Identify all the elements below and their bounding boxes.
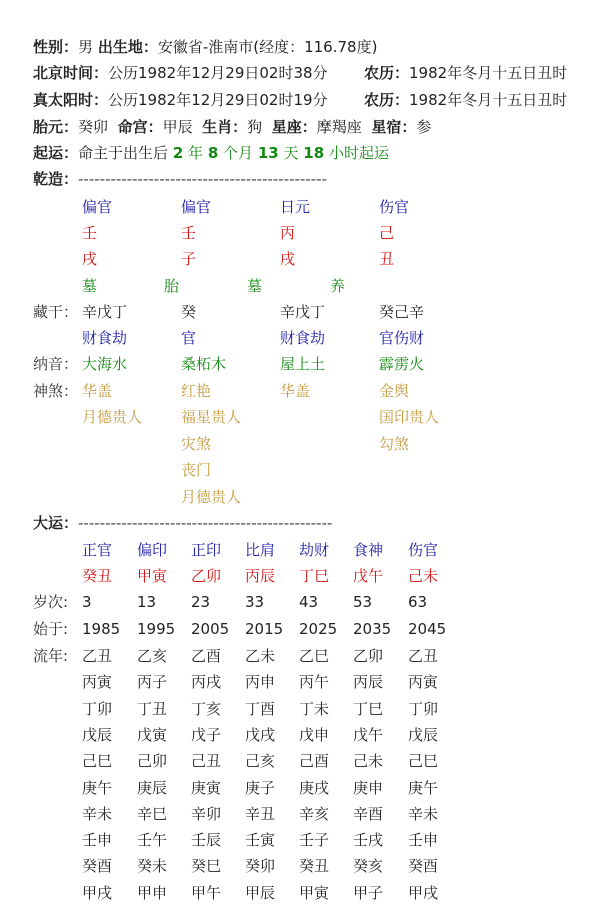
qiyun-days: 13 (257, 144, 279, 162)
liunian-cell: 癸酉 (408, 857, 439, 876)
dayun-shishen: 正官 (82, 541, 113, 559)
suici-value: 3 (82, 593, 92, 611)
liunian-cell: 己丑 (191, 752, 222, 771)
canggan-value: 癸己辛 (379, 303, 425, 321)
dayun-header (33, 512, 332, 534)
liunian-cell: 壬午 (137, 831, 168, 850)
dayun-shishen: 食神 (353, 541, 384, 559)
liunian-cell: 辛亥 (299, 804, 330, 823)
liunian-cell: 丙寅 (408, 673, 439, 692)
liunian-cell: 丁酉 (245, 699, 276, 718)
qianzao-divider: ---------------------------------------------- (78, 170, 327, 188)
liunian-cell: 甲申 (137, 883, 168, 902)
pillar-shishen: 偏官 (82, 198, 113, 216)
qiyun-months-unit: 个月 (223, 144, 254, 162)
liunian-cell: 壬戌 (353, 831, 384, 850)
liunian-cell: 壬申 (408, 831, 439, 850)
dayun-shishen: 偏印 (137, 541, 168, 559)
suici-value: 33 (245, 593, 265, 611)
gender-row (33, 36, 377, 58)
liunian-cell: 辛丑 (245, 804, 276, 823)
pillar-shishen: 偏官 (181, 198, 212, 216)
qiyun-hours-unit: 小时起运 (328, 144, 389, 162)
canggan-shishen: 官伤财 (379, 329, 425, 347)
liunian-cell: 癸丑 (299, 857, 330, 876)
suici-value: 23 (191, 593, 211, 611)
birthplace-value: 安徽省-淮南市(经度：116.78度) (157, 38, 378, 56)
dayun-label: 大运： (33, 514, 79, 532)
gender-value: 男 (78, 38, 94, 56)
pillar-dizhi: 子 (181, 250, 197, 268)
shiyu-value: 2015 (245, 620, 284, 638)
liunian-cell: 丙午 (299, 673, 330, 692)
liunian-cell: 庚申 (353, 778, 384, 797)
liunian-cell: 辛未 (408, 804, 439, 823)
liunian-cell: 丁未 (299, 699, 330, 718)
pillar-zhangsheng: 墓 (247, 277, 263, 295)
liunian-cell: 辛卯 (191, 804, 222, 823)
liunian-cell: 戊辰 (408, 725, 439, 744)
canggan-value: 辛戊丁 (82, 303, 128, 321)
liunian-cell: 己酉 (299, 752, 330, 771)
liunian-cell: 丁卯 (408, 699, 439, 718)
liunian-cell: 己亥 (245, 752, 276, 771)
liunian-cell: 己巳 (408, 752, 439, 771)
qiyun-months: 8 (207, 144, 219, 162)
liunian-cell: 丙申 (245, 673, 276, 692)
suici-value: 13 (137, 593, 157, 611)
solar-label: 真太阳时： (33, 91, 109, 109)
taiyuan-label: 胎元： (33, 118, 79, 136)
liunian-cell: 庚午 (408, 778, 439, 797)
qiyun-row (33, 142, 389, 164)
liunian-cell: 己卯 (137, 752, 168, 771)
dayun-shishen: 正印 (191, 541, 222, 559)
liunian-cell: 丙寅 (82, 673, 113, 692)
pillar-zhangsheng: 养 (330, 277, 346, 295)
pillar-zhangsheng: 胎 (164, 277, 180, 295)
canggan-shishen: 财食劫 (82, 329, 128, 347)
qiyun-years: 2 (172, 144, 184, 162)
dayun-divider: ----------------------------------------------- (78, 514, 333, 532)
liunian-cell: 庚辰 (137, 778, 168, 797)
dayun-shishen: 劫财 (299, 541, 330, 559)
dayun-ganzhi: 戊午 (353, 567, 384, 585)
dayun-ganzhi: 甲寅 (137, 567, 168, 585)
liunian-cell: 丙辰 (353, 673, 384, 692)
canggan-shishen: 财食劫 (280, 329, 326, 347)
liunian-cell: 壬辰 (191, 831, 222, 850)
shensha-value: 勾煞 (379, 434, 410, 453)
nayin-value: 桑柘木 (181, 355, 227, 373)
liunian-cell: 丁巳 (353, 699, 384, 718)
liunian-cell: 乙未 (245, 647, 276, 665)
birthplace-label: 出生地： (97, 38, 158, 56)
solar-value: 公历1982年12月29日02时19分 (108, 91, 328, 109)
pillar-shishen: 伤官 (379, 198, 410, 216)
pillar-tiangan: 壬 (181, 224, 197, 242)
shensha-value: 华盖 (280, 382, 311, 400)
suici-value: 43 (299, 593, 319, 611)
shensha-label: 神煞： (33, 382, 79, 400)
liunian-cell: 癸酉 (82, 857, 113, 876)
xingxiu-label: 星宿： (371, 118, 417, 136)
shensha-value: 金舆 (379, 382, 410, 400)
liunian-cell: 丁丑 (137, 699, 168, 718)
suici-label: 岁次: (33, 593, 69, 611)
taiyuan-row (33, 116, 431, 138)
liunian-cell: 丁亥 (191, 699, 222, 718)
qiyun-days-unit: 天 (283, 144, 299, 162)
pillar-tiangan: 丙 (280, 224, 296, 242)
qianzao-header (33, 168, 327, 190)
suici-value: 63 (408, 593, 428, 611)
canggan-value: 辛戊丁 (280, 303, 326, 321)
pillar-zhangsheng: 墓 (82, 277, 98, 295)
liunian-cell: 辛未 (82, 804, 113, 823)
dayun-shishen: 伤官 (408, 541, 439, 559)
liunian-cell: 癸卯 (245, 857, 276, 876)
liunian-cell: 戊午 (353, 725, 384, 744)
liunian-label: 流年: (33, 647, 69, 665)
liunian-cell: 戊辰 (82, 725, 113, 744)
liunian-cell: 丙子 (137, 673, 168, 692)
liunian-cell: 戊戌 (245, 725, 276, 744)
qiyun-years-unit: 年 (188, 144, 204, 162)
liunian-cell: 己巳 (82, 752, 113, 771)
pillar-tiangan: 壬 (82, 224, 98, 242)
minggong-label: 命宫： (117, 118, 163, 136)
shensha-value: 月德贵人 (181, 487, 242, 506)
liunian-cell: 甲戌 (82, 883, 113, 902)
dayun-ganzhi: 丁巳 (299, 567, 330, 585)
beijing-time-row (33, 62, 328, 84)
minggong-value: 甲辰 (162, 118, 193, 136)
liunian-cell: 甲午 (191, 883, 222, 902)
shensha-value: 灾煞 (181, 434, 212, 453)
liunian-cell: 癸巳 (191, 857, 222, 876)
liunian-cell: 乙丑 (82, 647, 113, 665)
liunian-cell: 甲子 (353, 883, 384, 902)
liunian-cell: 戊子 (191, 725, 222, 744)
lunar2-label: 农历： (364, 91, 410, 109)
shiyu-label: 始于: (33, 620, 69, 638)
liunian-cell: 庚戌 (299, 778, 330, 797)
pillar-dizhi: 戌 (82, 250, 98, 268)
dayun-ganzhi: 丙辰 (245, 567, 276, 585)
liunian-cell: 戊申 (299, 725, 330, 744)
canggan-value: 癸 (181, 303, 197, 321)
liunian-cell: 乙巳 (299, 647, 330, 665)
liunian-cell: 庚子 (245, 778, 276, 797)
dayun-ganzhi: 己未 (408, 567, 439, 585)
shiyu-value: 2025 (299, 620, 338, 638)
shiyu-value: 2035 (353, 620, 392, 638)
shengxiao-label: 生肖： (202, 118, 248, 136)
liunian-cell: 戊寅 (137, 725, 168, 744)
nayin-value: 霹雳火 (379, 355, 425, 373)
liunian-cell: 壬寅 (245, 831, 276, 850)
dayun-shishen: 比肩 (245, 541, 276, 559)
shensha-value: 月德贵人 (82, 408, 143, 427)
shensha-value: 国印贵人 (379, 408, 440, 427)
dayun-ganzhi: 癸丑 (82, 567, 113, 585)
pillar-tiangan: 己 (379, 224, 395, 242)
shensha-value: 福星贵人 (181, 408, 242, 427)
liunian-cell: 甲戌 (408, 883, 439, 902)
shensha-value: 红艳 (181, 382, 212, 400)
liunian-cell: 乙酉 (191, 647, 222, 665)
nayin-value: 屋上土 (280, 355, 326, 373)
nayin-value: 大海水 (82, 355, 128, 373)
lunar-value: 1982年冬月十五日丑时 (409, 64, 568, 82)
gender-label: 性别： (33, 38, 79, 56)
liunian-cell: 庚午 (82, 778, 113, 797)
shensha-value: 丧门 (181, 461, 212, 480)
canggan-label: 藏干： (33, 303, 79, 321)
liunian-cell: 甲辰 (245, 883, 276, 902)
liunian-cell: 丁卯 (82, 699, 113, 718)
shensha-value: 华盖 (82, 382, 113, 400)
shiyu-value: 2045 (408, 620, 447, 638)
lunar2-row (364, 89, 567, 111)
suici-value: 53 (353, 593, 373, 611)
dayun-ganzhi: 乙卯 (191, 567, 222, 585)
shiyu-value: 1995 (137, 620, 176, 638)
liunian-cell: 癸亥 (353, 857, 384, 876)
shengxiao-value: 狗 (247, 118, 263, 136)
liunian-cell: 甲寅 (299, 883, 330, 902)
liunian-cell: 壬申 (82, 831, 113, 850)
qiyun-prefix: 命主于出生后 (78, 144, 169, 162)
qiyun-label: 起运： (33, 144, 79, 162)
liunian-cell: 己未 (353, 752, 384, 771)
xingxiu-value: 参 (416, 118, 432, 136)
nayin-label: 纳音： (33, 355, 79, 373)
canggan-shishen: 官 (181, 329, 197, 347)
lunar-row (364, 62, 567, 84)
lunar-label: 农历： (364, 64, 410, 82)
shiyu-value: 1985 (82, 620, 121, 638)
xingzuo-value: 摩羯座 (316, 118, 362, 136)
qianzao-label: 乾造： (33, 170, 79, 188)
lunar2-value: 1982年冬月十五日丑时 (409, 91, 568, 109)
xingzuo-label: 星座： (271, 118, 317, 136)
pillar-dizhi: 戌 (280, 250, 296, 268)
pillar-dizhi: 丑 (379, 250, 395, 268)
pillar-shishen: 日元 (280, 198, 311, 216)
liunian-cell: 乙亥 (137, 647, 168, 665)
liunian-cell: 壬子 (299, 831, 330, 850)
liunian-cell: 丙戌 (191, 673, 222, 692)
qiyun-hours: 18 (303, 144, 325, 162)
solar-time-row (33, 89, 328, 111)
beijing-value: 公历1982年12月29日02时38分 (108, 64, 328, 82)
shiyu-value: 2005 (191, 620, 230, 638)
liunian-cell: 乙丑 (408, 647, 439, 665)
beijing-label: 北京时间： (33, 64, 109, 82)
liunian-cell: 辛巳 (137, 804, 168, 823)
liunian-cell: 辛酉 (353, 804, 384, 823)
liunian-cell: 乙卯 (353, 647, 384, 665)
liunian-cell: 癸未 (137, 857, 168, 876)
taiyuan-value: 癸卯 (78, 118, 109, 136)
liunian-cell: 庚寅 (191, 778, 222, 797)
